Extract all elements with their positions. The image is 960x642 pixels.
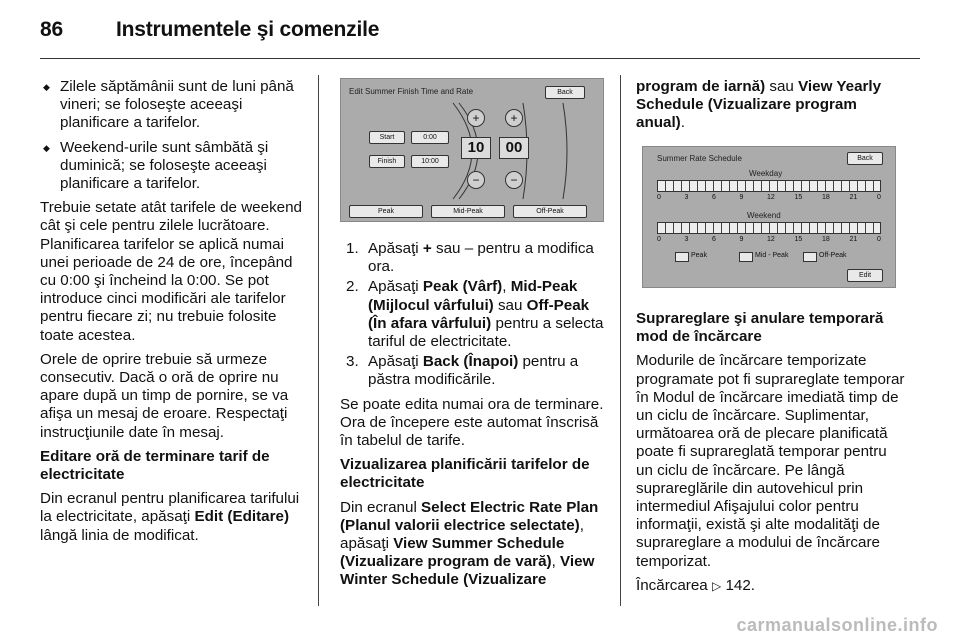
reference-arrow-icon: ▷ <box>711 578 722 593</box>
edit-finish-time-screen <box>340 78 604 222</box>
column-1 <box>40 78 308 551</box>
tick-label: 6 <box>712 236 716 243</box>
tick-label: 15 <box>794 236 803 243</box>
tick-label: 3 <box>684 236 689 243</box>
weekend-label: Weekend <box>747 211 781 220</box>
finish-button[interactable]: Finish <box>369 155 405 168</box>
step-3: 3. Apăsaţi Back (Înapoi) pentru a păstra modificările. <box>346 353 579 389</box>
weekday-label: Weekday <box>749 169 783 178</box>
bullet-item: ◆ Zilele săptămânii sunt de luni până vineri; se foloseşte aceeaşi planificare a tarifelor. <box>40 78 308 133</box>
column-2 <box>340 240 608 596</box>
tick-label: 15 <box>794 194 803 201</box>
tick-label: 21 <box>849 236 858 243</box>
tick-label: 12 <box>767 236 775 243</box>
header-rule <box>40 58 920 59</box>
tick-label: 0 <box>657 236 661 243</box>
off-peak-legend-label: Off-Peak <box>819 252 847 259</box>
off-peak-button[interactable]: Off-Peak <box>513 205 587 218</box>
tick-label: 6 <box>712 194 716 201</box>
cross-reference: Încărcarea ▷ 142. <box>636 576 756 594</box>
peak-button[interactable]: Peak <box>349 205 423 218</box>
peak-legend-swatch <box>675 252 689 262</box>
mid-peak-button[interactable]: Mid-Peak <box>431 205 505 218</box>
tick-label: 12 <box>767 194 775 201</box>
tick-label: 9 <box>739 194 744 201</box>
paragraph: Din ecranul Select Electric Rate Plan (Planul valorii electrice selectate), apăsaţi View Summer Schedule (Vizualizare program de vară), View Winter Schedule (Vizualizare <box>340 498 599 589</box>
bullet-item: ◆ Weekend-urile sunt sâmbătă şi duminică; se foloseşte aceeaşi planificare a tarifelor. <box>40 139 308 194</box>
minute-plus-button[interactable]: + <box>505 109 523 127</box>
peak-legend-label: Peak <box>691 252 707 259</box>
tick-label: 0 <box>877 194 881 201</box>
paragraph: Modurile de încărcare temporizate programate pot fi suprareglate temporar în Modul de încărcare imediată timp de un ciclu de încărcare. Suplimentar, următoarea oră de plecare planificată poate fi suprareglată temporar pentru un ciclu de încărcare. Pe lângă suprareglările din autovehicul prin intermediul Afişajului color pentru informaţii, există şi alte modalităţi de suprareglare a modului de încărcare temporizat. <box>636 352 905 570</box>
column-3-lower <box>636 310 906 601</box>
tick-label: 0 <box>657 194 661 201</box>
edit-button[interactable]: Edit <box>847 269 883 282</box>
tick-label: 21 <box>849 194 858 201</box>
paragraph: Se poate edita numai ora de terminare. Ora de începere este automat înscrisă în tabelul de tarife. <box>340 395 604 450</box>
hour-minus-button[interactable]: − <box>467 171 485 189</box>
screen-title: Edit Summer Finish Time and Rate <box>349 87 474 96</box>
tick-label: 3 <box>684 194 689 201</box>
hour-display: 10 <box>461 137 491 159</box>
mid-peak-legend-label: Mid - Peak <box>755 252 789 259</box>
section-heading: Editare oră de terminare tarif de electricitate <box>40 447 270 484</box>
paragraph: program de iarnă) sau View Yearly Schedule (Vizualizare program anual). <box>636 78 882 132</box>
summer-rate-schedule-screen <box>642 146 896 288</box>
off-peak-legend-swatch <box>803 252 817 262</box>
tick-label: 18 <box>822 236 830 243</box>
tick-label: 9 <box>739 236 744 243</box>
tick-label: 0 <box>877 236 881 243</box>
paragraph: Orele de oprire trebuie să urmeze consecutiv. Dacă o oră de oprire nu apare după un timp de pornire, se va afişa un mesaj de eroare. Respectaţi instrucţiunile date în mesaj. <box>40 350 289 441</box>
section-heading: Suprareglare şi anulare temporară mod de încărcare <box>636 310 884 346</box>
page-number: 86 <box>40 18 63 41</box>
finish-time-field: 10:00 <box>411 155 449 168</box>
hour-plus-button[interactable]: + <box>467 109 485 127</box>
start-button[interactable]: Start <box>369 131 405 144</box>
back-button[interactable]: Back <box>847 152 883 165</box>
paragraph: Trebuie setate atât tarifele de weekend cât şi cele pentru zilele lucrătoare. Planificarea tarifelor se aplică numai unei perioade de 24 de ore, începând cu 0:00 şi încheind la 0:00. Se pot introduce cinci modificări ale tarifelor pentru fiecare zi; nu trebuie folosite toate acestea. <box>40 199 303 344</box>
minute-minus-button[interactable]: − <box>505 171 523 189</box>
weekday-rate-bar <box>657 180 881 192</box>
mid-peak-legend-swatch <box>739 252 753 262</box>
column-divider <box>318 75 319 606</box>
screen-title: Summer Rate Schedule <box>657 154 742 163</box>
watermark: carmanualsonline.info <box>736 615 938 635</box>
section-heading: Vizualizarea planificării tarifelor de electricitate <box>340 456 590 492</box>
back-button[interactable]: Back <box>545 86 585 99</box>
tick-label: 18 <box>822 194 830 201</box>
weekend-rate-bar <box>657 222 881 234</box>
column-3 <box>636 78 904 139</box>
minute-display: 00 <box>499 137 529 159</box>
start-time-field: 0:00 <box>411 131 449 144</box>
step-2: 2. Apăsaţi Peak (Vârf), Mid-Peak (Mijlocul vârfului) sau Off-Peak (În afara vârfului) pentru a selecta tariful de electricitate. <box>346 278 604 351</box>
page-title: Instrumentele şi comenzile <box>116 18 380 41</box>
edit-label: Edit (Editare) <box>194 508 290 526</box>
column-divider <box>620 75 621 606</box>
paragraph: Din ecranul pentru planificarea tarifului la electricitate, apăsaţi Edit (Editare) lângă linia de modificat. <box>40 490 300 544</box>
step-1: 1. Apăsaţi + sau – pentru a modifica ora. <box>346 240 594 276</box>
page-header <box>40 18 379 42</box>
